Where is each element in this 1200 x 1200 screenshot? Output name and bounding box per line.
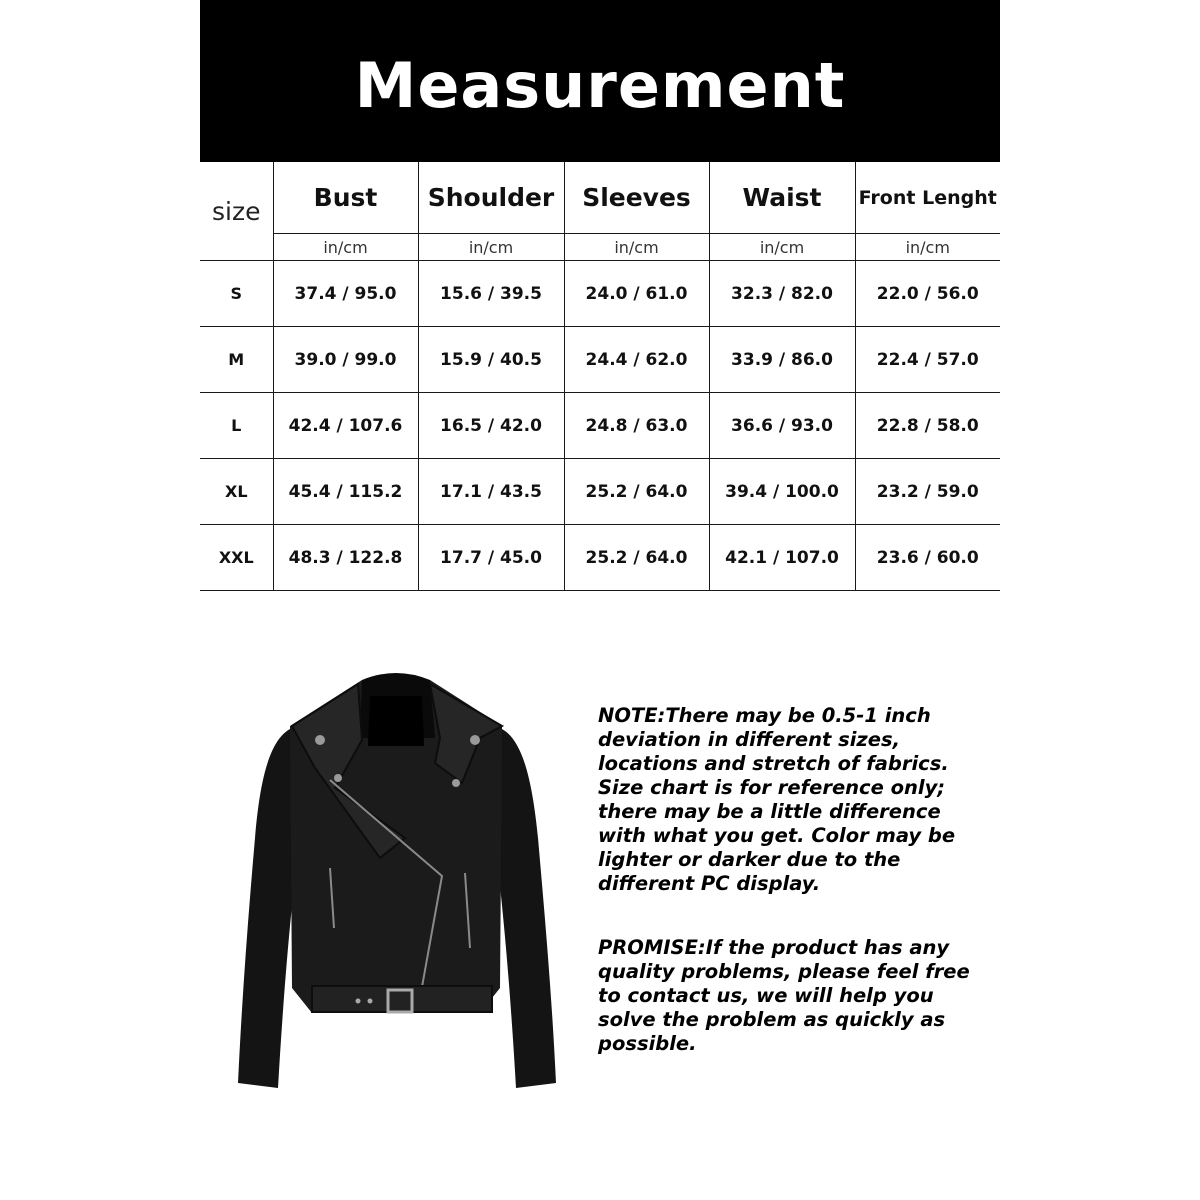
table-cell: 15.6 / 39.5 — [418, 261, 564, 327]
table-cell: 24.4 / 62.0 — [564, 327, 709, 393]
row-size-label: XXL — [200, 525, 273, 591]
table-cell: 24.0 / 61.0 — [564, 261, 709, 327]
product-image — [230, 668, 565, 1098]
header-row — [200, 162, 1000, 234]
unit-label: in/cm — [273, 234, 418, 261]
size-chart-table — [200, 162, 1000, 591]
table-cell: 17.7 / 45.0 — [418, 525, 564, 591]
table-cell: 25.2 / 64.0 — [564, 459, 709, 525]
table-row — [200, 459, 1000, 525]
row-size-label: S — [200, 261, 273, 327]
table-cell: 39.4 / 100.0 — [709, 459, 855, 525]
promise-text: PROMISE:If the product has any quality problems, please feel free to contact us, we will help you solve the problem as quickly as possible. — [598, 936, 970, 1055]
table-row — [200, 261, 1000, 327]
column-header-waist: Waist — [709, 162, 855, 234]
table-cell: 39.0 / 99.0 — [273, 327, 418, 393]
row-size-label: L — [200, 393, 273, 459]
column-header-bust: Bust — [273, 162, 418, 234]
table-cell: 37.4 / 95.0 — [273, 261, 418, 327]
table-row — [200, 327, 1000, 393]
table-cell: 22.8 / 58.0 — [855, 393, 1000, 459]
row-size-label: XL — [200, 459, 273, 525]
table-cell: 42.1 / 107.0 — [709, 525, 855, 591]
note-text: NOTE:There may be 0.5-1 inch deviation in different sizes, locations and stretch of fabrics. Size chart is for reference only; there may be a little difference with what you get. Color may be lighter or darker due to the different PC display. — [598, 704, 956, 895]
column-header-sleeves: Sleeves — [564, 162, 709, 234]
table-cell: 16.5 / 42.0 — [418, 393, 564, 459]
table-cell: 17.1 / 43.5 — [418, 459, 564, 525]
table-cell: 22.0 / 56.0 — [855, 261, 1000, 327]
header-banner — [200, 0, 1000, 162]
unit-row — [200, 234, 1000, 261]
page-title: Measurement — [354, 48, 846, 122]
table-cell: 23.6 / 60.0 — [855, 525, 1000, 591]
table-cell: 22.4 / 57.0 — [855, 327, 1000, 393]
table-cell: 48.3 / 122.8 — [273, 525, 418, 591]
table-cell: 45.4 / 115.2 — [273, 459, 418, 525]
unit-label: in/cm — [855, 234, 1000, 261]
table-row — [200, 525, 1000, 591]
table-cell: 25.2 / 64.0 — [564, 525, 709, 591]
table-cell: 24.8 / 63.0 — [564, 393, 709, 459]
table-cell: 15.9 / 40.5 — [418, 327, 564, 393]
unit-label: in/cm — [418, 234, 564, 261]
unit-label: in/cm — [564, 234, 709, 261]
column-header-shoulder: Shoulder — [418, 162, 564, 234]
notes-section — [598, 704, 978, 1096]
jacket-icon — [230, 668, 565, 1098]
unit-label: in/cm — [709, 234, 855, 261]
column-header-front-length: Front Lenght — [855, 162, 1000, 234]
size-column-label: size — [200, 162, 273, 261]
table-cell: 42.4 / 107.6 — [273, 393, 418, 459]
row-size-label: M — [200, 327, 273, 393]
table-row — [200, 393, 1000, 459]
table-cell: 33.9 / 86.0 — [709, 327, 855, 393]
table-cell: 32.3 / 82.0 — [709, 261, 855, 327]
table-cell: 23.2 / 59.0 — [855, 459, 1000, 525]
table-cell: 36.6 / 93.0 — [709, 393, 855, 459]
